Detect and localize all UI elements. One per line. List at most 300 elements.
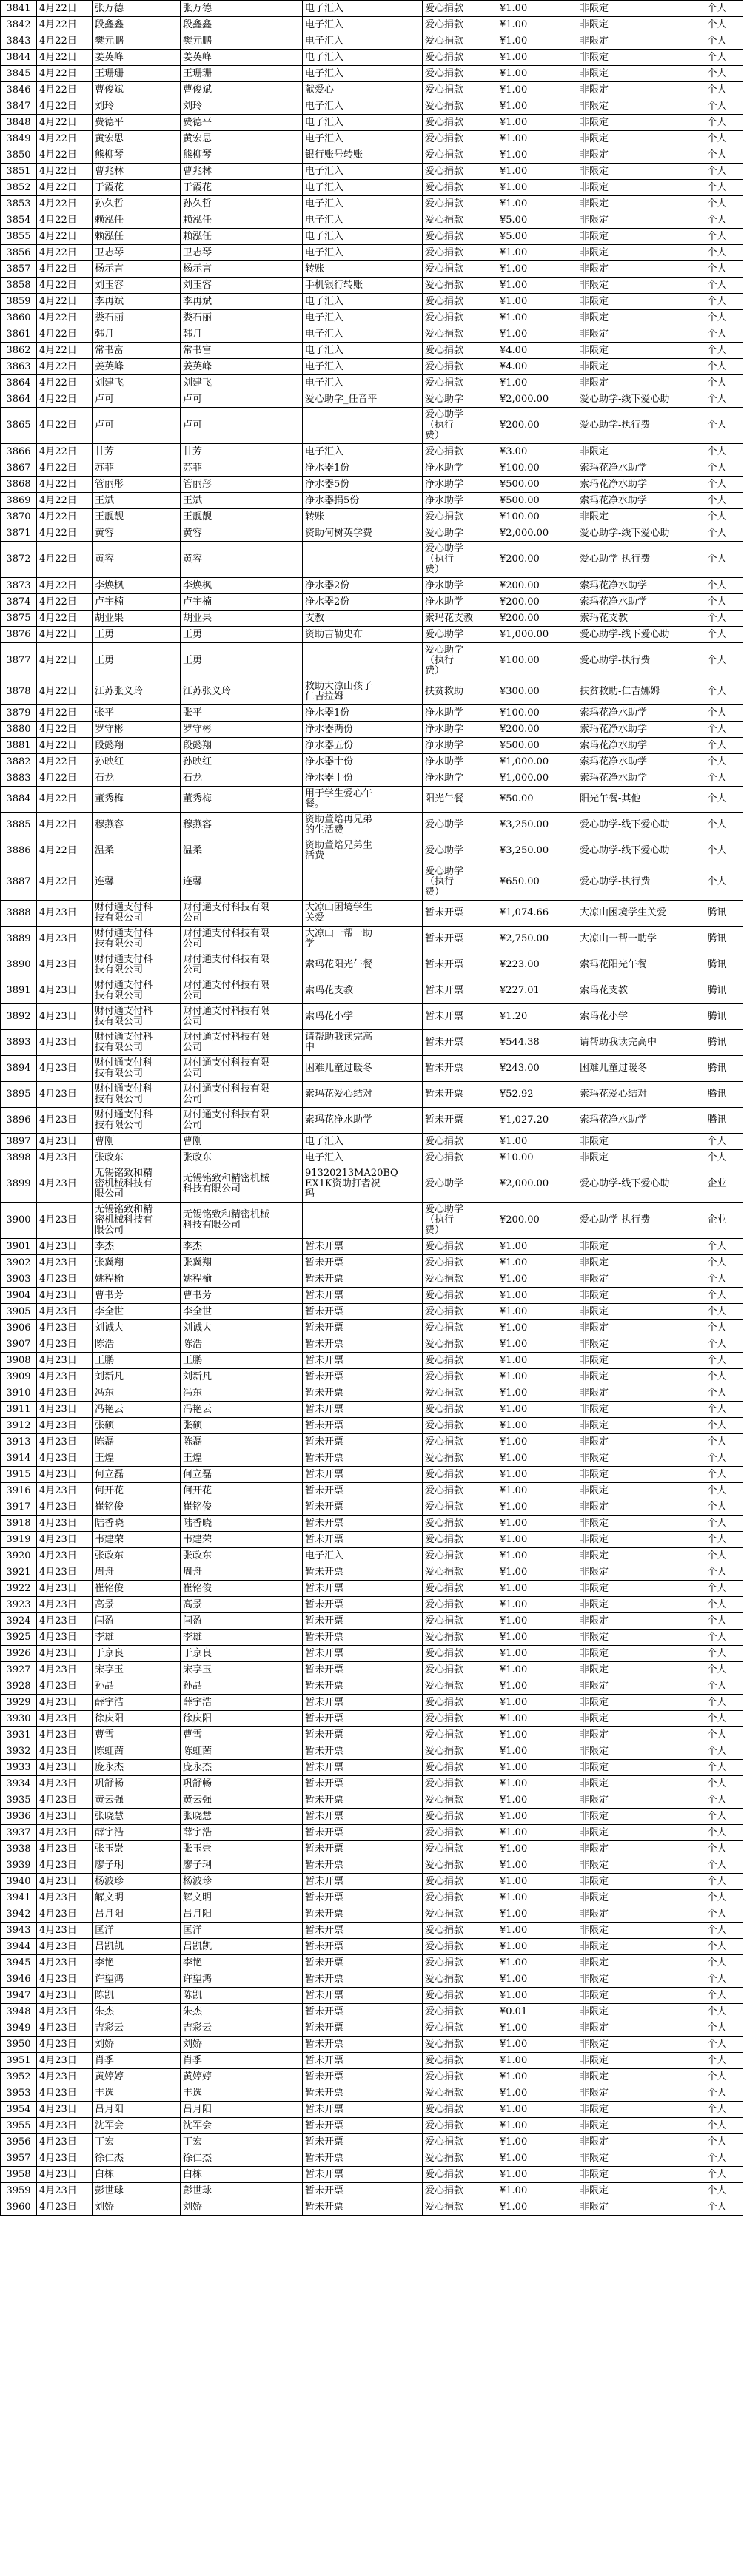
record-number-cell: 3899 (1, 1166, 37, 1203)
donor-name-cell: 财付通支付科 技有限公司 (93, 1108, 181, 1134)
amount-cell: ¥1.00 (497, 66, 577, 82)
date-cell: 4月23日 (37, 1711, 93, 1727)
date-cell: 4月22日 (37, 66, 93, 82)
donor-type-cell: 个人 (691, 578, 743, 594)
table-row (1, 229, 743, 245)
table-row (1, 1646, 743, 1662)
donor-type-cell: 个人 (691, 738, 743, 754)
donor-name-cell: 财付通支付科 技有限公司 (93, 1004, 181, 1030)
donor-type-cell: 个人 (691, 1255, 743, 1271)
receipt-name-cell: 何立磊 (181, 1467, 303, 1483)
category-cell: 爱心捐款 (423, 196, 497, 212)
donor-name-cell: 冯东 (93, 1385, 181, 1402)
receipt-name-cell: 黄婷婷 (181, 2069, 303, 2085)
remark-cell (303, 542, 423, 578)
receipt-name-cell: 曹书芳 (181, 1288, 303, 1304)
donor-type-cell: 个人 (691, 509, 743, 525)
receipt-name-cell: 周舟 (181, 1564, 303, 1581)
receipt-name-cell: 庞永杰 (181, 1760, 303, 1776)
date-cell: 4月23日 (37, 1320, 93, 1336)
donor-type-cell: 个人 (691, 2085, 743, 2102)
table-row (1, 901, 743, 927)
table-row (1, 542, 743, 578)
project-cell: 非限定 (577, 1906, 691, 1923)
donor-name-cell: 黄宏思 (93, 131, 181, 147)
record-number-cell: 3844 (1, 50, 37, 66)
receipt-name-cell: 李雄 (181, 1630, 303, 1646)
table-row (1, 1271, 743, 1288)
remark-cell: 电子汇入 (303, 294, 423, 310)
category-cell: 爱心捐款 (423, 1971, 497, 1988)
remark-cell: 暂未开票 (303, 1499, 423, 1516)
date-cell: 4月22日 (37, 359, 93, 375)
category-cell: 爱心捐款 (423, 1369, 497, 1385)
table-row (1, 477, 743, 493)
amount-cell: ¥1.00 (497, 1711, 577, 1727)
receipt-name-cell: 陈虹茜 (181, 1743, 303, 1760)
remark-cell: 电子汇入 (303, 212, 423, 229)
category-cell: 爱心助学 （执行 费） (423, 408, 497, 444)
category-cell: 爱心助学 (423, 391, 497, 408)
record-number-cell: 3865 (1, 408, 37, 444)
receipt-name-cell: 彭世球 (181, 2183, 303, 2199)
category-cell: 爱心捐款 (423, 212, 497, 229)
donor-name-cell: 张政东 (93, 1548, 181, 1564)
category-cell: 爱心捐款 (423, 1646, 497, 1662)
category-cell: 爱心捐款 (423, 229, 497, 245)
donor-name-cell: 陈浩 (93, 1336, 181, 1353)
category-cell: 爱心捐款 (423, 343, 497, 359)
receipt-name-cell: 熊柳琴 (181, 147, 303, 164)
date-cell: 4月22日 (37, 493, 93, 509)
date-cell: 4月23日 (37, 1030, 93, 1056)
project-cell: 阳光午餐-其他 (577, 787, 691, 813)
project-cell: 非限定 (577, 147, 691, 164)
donor-name-cell: 吕凯凯 (93, 1939, 181, 1955)
category-cell: 爱心捐款 (423, 2102, 497, 2118)
date-cell: 4月23日 (37, 1695, 93, 1711)
donor-name-cell: 张玉崇 (93, 1841, 181, 1857)
table-row (1, 1030, 743, 1056)
donor-type-cell: 个人 (691, 147, 743, 164)
date-cell: 4月22日 (37, 542, 93, 578)
record-number-cell: 3888 (1, 901, 37, 927)
amount-cell: ¥1.00 (497, 1923, 577, 1939)
remark-cell: 请帮助我读完高 中 (303, 1030, 423, 1056)
receipt-name-cell: 甘芳 (181, 444, 303, 460)
amount-cell: ¥200.00 (497, 611, 577, 627)
amount-cell: ¥1.00 (497, 1809, 577, 1825)
donor-name-cell: 李艳 (93, 1955, 181, 1971)
record-number-cell: 3939 (1, 1857, 37, 1874)
date-cell: 4月23日 (37, 1271, 93, 1288)
remark-cell: 暂未开票 (303, 1581, 423, 1597)
donor-type-cell: 个人 (691, 1271, 743, 1288)
date-cell: 4月23日 (37, 1402, 93, 1418)
table-row (1, 509, 743, 525)
table-row (1, 2004, 743, 2020)
table-row (1, 310, 743, 326)
amount-cell: ¥1.00 (497, 2118, 577, 2134)
category-cell: 爱心捐款 (423, 1678, 497, 1695)
project-cell: 请帮助我读完高中 (577, 1030, 691, 1056)
date-cell: 4月23日 (37, 1150, 93, 1166)
category-cell: 爱心捐款 (423, 98, 497, 115)
receipt-name-cell: 财付通支付科技有限 公司 (181, 1082, 303, 1108)
receipt-name-cell: 石龙 (181, 770, 303, 787)
date-cell: 4月23日 (37, 927, 93, 952)
category-cell: 暂未开票 (423, 927, 497, 952)
category-cell: 爱心捐款 (423, 1630, 497, 1646)
remark-cell: 索玛花支教 (303, 978, 423, 1004)
table-row (1, 343, 743, 359)
remark-cell: 暂未开票 (303, 2167, 423, 2183)
donor-type-cell: 个人 (691, 1776, 743, 1792)
project-cell: 索玛花净水助学 (577, 705, 691, 722)
category-cell: 暂未开票 (423, 1082, 497, 1108)
project-cell: 非限定 (577, 326, 691, 343)
receipt-name-cell: 刘新凡 (181, 1369, 303, 1385)
project-cell: 非限定 (577, 1857, 691, 1874)
donor-type-cell: 个人 (691, 864, 743, 901)
donor-type-cell: 个人 (691, 2053, 743, 2069)
record-number-cell: 3858 (1, 278, 37, 294)
category-cell: 净水助学 (423, 705, 497, 722)
donor-type-cell: 个人 (691, 1402, 743, 1418)
amount-cell: ¥10.00 (497, 1150, 577, 1166)
amount-cell: ¥1.00 (497, 294, 577, 310)
amount-cell: ¥1.00 (497, 2199, 577, 2216)
remark-cell: 暂未开票 (303, 1825, 423, 1841)
project-cell: 非限定 (577, 310, 691, 326)
category-cell: 爱心捐款 (423, 2004, 497, 2020)
remark-cell: 暂未开票 (303, 1564, 423, 1581)
category-cell: 爱心捐款 (423, 1336, 497, 1353)
category-cell: 爱心捐款 (423, 66, 497, 82)
receipt-name-cell: 赖泓任 (181, 212, 303, 229)
amount-cell: ¥500.00 (497, 477, 577, 493)
donor-type-cell: 个人 (691, 477, 743, 493)
category-cell: 爱心捐款 (423, 1304, 497, 1320)
table-row (1, 813, 743, 838)
date-cell: 4月23日 (37, 2183, 93, 2199)
receipt-name-cell: 王珊珊 (181, 66, 303, 82)
donor-name-cell: 彭世球 (93, 2183, 181, 2199)
table-row (1, 147, 743, 164)
donor-type-cell: 个人 (691, 1890, 743, 1906)
record-number-cell: 3884 (1, 787, 37, 813)
table-row (1, 294, 743, 310)
project-cell: 索玛花净水助学 (577, 594, 691, 611)
record-number-cell: 3926 (1, 1646, 37, 1662)
donor-name-cell: 财付通支付科 技有限公司 (93, 1030, 181, 1056)
donor-type-cell: 个人 (691, 705, 743, 722)
donor-type-cell: 个人 (691, 1516, 743, 1532)
table-row (1, 1890, 743, 1906)
date-cell: 4月22日 (37, 375, 93, 391)
table-row (1, 2199, 743, 2216)
receipt-name-cell: 陆香晓 (181, 1516, 303, 1532)
project-cell: 非限定 (577, 1450, 691, 1467)
date-cell: 4月23日 (37, 1516, 93, 1532)
donor-name-cell: 孙晶 (93, 1678, 181, 1695)
record-number-cell: 3842 (1, 17, 37, 33)
record-number-cell: 3950 (1, 2037, 37, 2053)
date-cell: 4月23日 (37, 1288, 93, 1304)
amount-cell: ¥1.00 (497, 1906, 577, 1923)
date-cell: 4月23日 (37, 1353, 93, 1369)
donor-name-cell: 连馨 (93, 864, 181, 901)
record-number-cell: 3867 (1, 460, 37, 477)
table-row (1, 375, 743, 391)
receipt-name-cell: 常书富 (181, 343, 303, 359)
table-row (1, 1385, 743, 1402)
record-number-cell: 3905 (1, 1304, 37, 1320)
project-cell: 非限定 (577, 343, 691, 359)
table-row (1, 1082, 743, 1108)
donor-type-cell: 个人 (691, 1150, 743, 1166)
remark-cell: 暂未开票 (303, 1630, 423, 1646)
remark-cell: 电子汇入 (303, 1134, 423, 1150)
amount-cell: ¥200.00 (497, 408, 577, 444)
donor-name-cell: 陈虹茜 (93, 1743, 181, 1760)
category-cell: 爱心捐款 (423, 2134, 497, 2150)
category-cell: 暂未开票 (423, 978, 497, 1004)
amount-cell: ¥223.00 (497, 952, 577, 978)
donor-name-cell: 罗守彬 (93, 722, 181, 738)
donor-type-cell: 个人 (691, 2167, 743, 2183)
remark-cell: 暂未开票 (303, 2150, 423, 2167)
date-cell: 4月23日 (37, 1467, 93, 1483)
amount-cell: ¥1.00 (497, 2053, 577, 2069)
record-number-cell: 3957 (1, 2150, 37, 2167)
date-cell: 4月22日 (37, 115, 93, 131)
donor-type-cell: 腾讯 (691, 978, 743, 1004)
project-cell: 非限定 (577, 1760, 691, 1776)
amount-cell: ¥200.00 (497, 578, 577, 594)
donor-name-cell: 赖泓任 (93, 229, 181, 245)
table-row (1, 627, 743, 643)
amount-cell: ¥0.01 (497, 2004, 577, 2020)
table-row (1, 1695, 743, 1711)
donor-type-cell: 个人 (691, 1548, 743, 1564)
record-number-cell: 3877 (1, 643, 37, 679)
record-number-cell: 3868 (1, 477, 37, 493)
date-cell: 4月22日 (37, 131, 93, 147)
category-cell: 爱心捐款 (423, 115, 497, 131)
project-cell: 爱心助学-线下爱心助 (577, 813, 691, 838)
table-row (1, 722, 743, 738)
receipt-name-cell: 王煌 (181, 1450, 303, 1467)
remark-cell: 救助大凉山孩子 仁吉拉姆 (303, 679, 423, 705)
donor-type-cell: 个人 (691, 1711, 743, 1727)
donor-type-cell: 个人 (691, 1369, 743, 1385)
amount-cell: ¥1.00 (497, 1353, 577, 1369)
table-row (1, 1203, 743, 1239)
receipt-name-cell: 韩月 (181, 326, 303, 343)
date-cell: 4月23日 (37, 1532, 93, 1548)
amount-cell: ¥227.01 (497, 978, 577, 1004)
donor-type-cell: 个人 (691, 278, 743, 294)
amount-cell: ¥1.00 (497, 1548, 577, 1564)
project-cell: 非限定 (577, 1581, 691, 1597)
record-number-cell: 3953 (1, 2085, 37, 2102)
donor-name-cell: 王鹏 (93, 1353, 181, 1369)
amount-cell: ¥1.00 (497, 1, 577, 17)
remark-cell: 暂未开票 (303, 1418, 423, 1434)
remark-cell: 索玛花阳光午餐 (303, 952, 423, 978)
receipt-name-cell: 黄云强 (181, 1792, 303, 1809)
date-cell: 4月22日 (37, 180, 93, 196)
category-cell: 爱心捐款 (423, 310, 497, 326)
table-row (1, 1760, 743, 1776)
remark-cell: 大凉山一帮一助 学 (303, 927, 423, 952)
date-cell: 4月22日 (37, 754, 93, 770)
amount-cell: ¥1.00 (497, 1841, 577, 1857)
donor-type-cell: 个人 (691, 50, 743, 66)
record-number-cell: 3925 (1, 1630, 37, 1646)
date-cell: 4月22日 (37, 460, 93, 477)
amount-cell: ¥1.00 (497, 1402, 577, 1418)
donor-name-cell: 赖泓任 (93, 212, 181, 229)
remark-cell: 暂未开票 (303, 1874, 423, 1890)
record-number-cell: 3862 (1, 343, 37, 359)
category-cell: 爱心捐款 (423, 1434, 497, 1450)
donor-type-cell: 个人 (691, 1988, 743, 2004)
donor-type-cell: 个人 (691, 2004, 743, 2020)
receipt-name-cell: 李艳 (181, 1955, 303, 1971)
table-row (1, 2167, 743, 2183)
table-row (1, 594, 743, 611)
receipt-name-cell: 黄宏思 (181, 131, 303, 147)
receipt-name-cell: 张政东 (181, 1548, 303, 1564)
receipt-name-cell: 张玉崇 (181, 1841, 303, 1857)
remark-cell: 暂未开票 (303, 1646, 423, 1662)
record-number-cell: 3947 (1, 1988, 37, 2004)
donor-type-cell: 个人 (691, 229, 743, 245)
category-cell: 爱心捐款 (423, 2085, 497, 2102)
project-cell: 非限定 (577, 229, 691, 245)
donor-name-cell: 崔铭俊 (93, 1581, 181, 1597)
record-number-cell: 3941 (1, 1890, 37, 1906)
record-number-cell: 3934 (1, 1776, 37, 1792)
amount-cell: ¥1.00 (497, 1434, 577, 1450)
record-number-cell: 3923 (1, 1597, 37, 1613)
donor-name-cell: 肖季 (93, 2053, 181, 2069)
remark-cell: 净水器十份 (303, 770, 423, 787)
project-cell: 非限定 (577, 115, 691, 131)
table-row (1, 1483, 743, 1499)
table-row (1, 1499, 743, 1516)
donor-type-cell: 个人 (691, 375, 743, 391)
record-number-cell: 3913 (1, 1434, 37, 1450)
category-cell: 爱心捐款 (423, 1402, 497, 1418)
remark-cell: 暂未开票 (303, 2199, 423, 2216)
remark-cell: 暂未开票 (303, 1776, 423, 1792)
category-cell: 爱心捐款 (423, 2167, 497, 2183)
remark-cell: 用于学生爱心午 餐。 (303, 787, 423, 813)
category-cell: 爱心助学 (423, 1166, 497, 1203)
category-cell: 爱心捐款 (423, 2183, 497, 2199)
remark-cell: 暂未开票 (303, 1939, 423, 1955)
category-cell: 爱心捐款 (423, 1385, 497, 1402)
project-cell: 爱心助学-执行费 (577, 542, 691, 578)
project-cell: 爱心助学-线下爱心助 (577, 627, 691, 643)
remark-cell: 暂未开票 (303, 1402, 423, 1418)
category-cell: 爱心捐款 (423, 1597, 497, 1613)
date-cell: 4月23日 (37, 2118, 93, 2134)
project-cell: 非限定 (577, 1743, 691, 1760)
table-row (1, 115, 743, 131)
table-row (1, 261, 743, 278)
receipt-name-cell: 卢可 (181, 408, 303, 444)
donor-name-cell: 财付通支付科 技有限公司 (93, 1056, 181, 1082)
donor-name-cell: 温柔 (93, 838, 181, 864)
category-cell: 爱心捐款 (423, 1955, 497, 1971)
record-number-cell: 3848 (1, 115, 37, 131)
donor-type-cell: 个人 (691, 196, 743, 212)
donor-type-cell: 个人 (691, 754, 743, 770)
receipt-name-cell: 王靓靓 (181, 509, 303, 525)
project-cell: 非限定 (577, 98, 691, 115)
project-cell: 非限定 (577, 1939, 691, 1955)
donor-name-cell: 王珊珊 (93, 66, 181, 82)
date-cell: 4月23日 (37, 2199, 93, 2216)
donor-name-cell: 财付通支付科 技有限公司 (93, 1082, 181, 1108)
date-cell: 4月22日 (37, 278, 93, 294)
amount-cell: ¥200.00 (497, 594, 577, 611)
remark-cell: 电子汇入 (303, 1150, 423, 1166)
donor-name-cell: 董秀梅 (93, 787, 181, 813)
amount-cell: ¥1.00 (497, 1418, 577, 1434)
receipt-name-cell: 匡洋 (181, 1923, 303, 1939)
table-row (1, 2134, 743, 2150)
date-cell: 4月23日 (37, 1841, 93, 1857)
table-row (1, 391, 743, 408)
table-row (1, 1613, 743, 1630)
amount-cell: ¥1.00 (497, 1825, 577, 1841)
amount-cell: ¥1.00 (497, 310, 577, 326)
date-cell: 4月23日 (37, 1134, 93, 1150)
donor-name-cell: 王斌 (93, 493, 181, 509)
donor-name-cell: 曹兆林 (93, 164, 181, 180)
receipt-name-cell: 李杰 (181, 1239, 303, 1255)
receipt-name-cell: 杨示言 (181, 261, 303, 278)
table-row (1, 66, 743, 82)
remark-cell: 暂未开票 (303, 1483, 423, 1499)
date-cell: 4月22日 (37, 787, 93, 813)
date-cell: 4月23日 (37, 1483, 93, 1499)
receipt-name-cell: 连馨 (181, 864, 303, 901)
donor-type-cell: 个人 (691, 1662, 743, 1678)
date-cell: 4月23日 (37, 2020, 93, 2037)
donor-name-cell: 段鑫鑫 (93, 17, 181, 33)
donor-type-cell: 腾讯 (691, 1004, 743, 1030)
record-number-cell: 3890 (1, 952, 37, 978)
remark-cell: 资助何树英学费 (303, 525, 423, 542)
table-row (1, 180, 743, 196)
remark-cell: 暂未开票 (303, 1369, 423, 1385)
donor-type-cell: 腾讯 (691, 1108, 743, 1134)
project-cell: 非限定 (577, 1662, 691, 1678)
receipt-name-cell: 杨波珍 (181, 1874, 303, 1890)
remark-cell: 91320213MA20BQ EX1K资助打者祝 玛 (303, 1166, 423, 1203)
record-number-cell: 3859 (1, 294, 37, 310)
record-number-cell: 3854 (1, 212, 37, 229)
receipt-name-cell: 刘娇 (181, 2199, 303, 2216)
receipt-name-cell: 王勇 (181, 643, 303, 679)
table-row (1, 738, 743, 754)
